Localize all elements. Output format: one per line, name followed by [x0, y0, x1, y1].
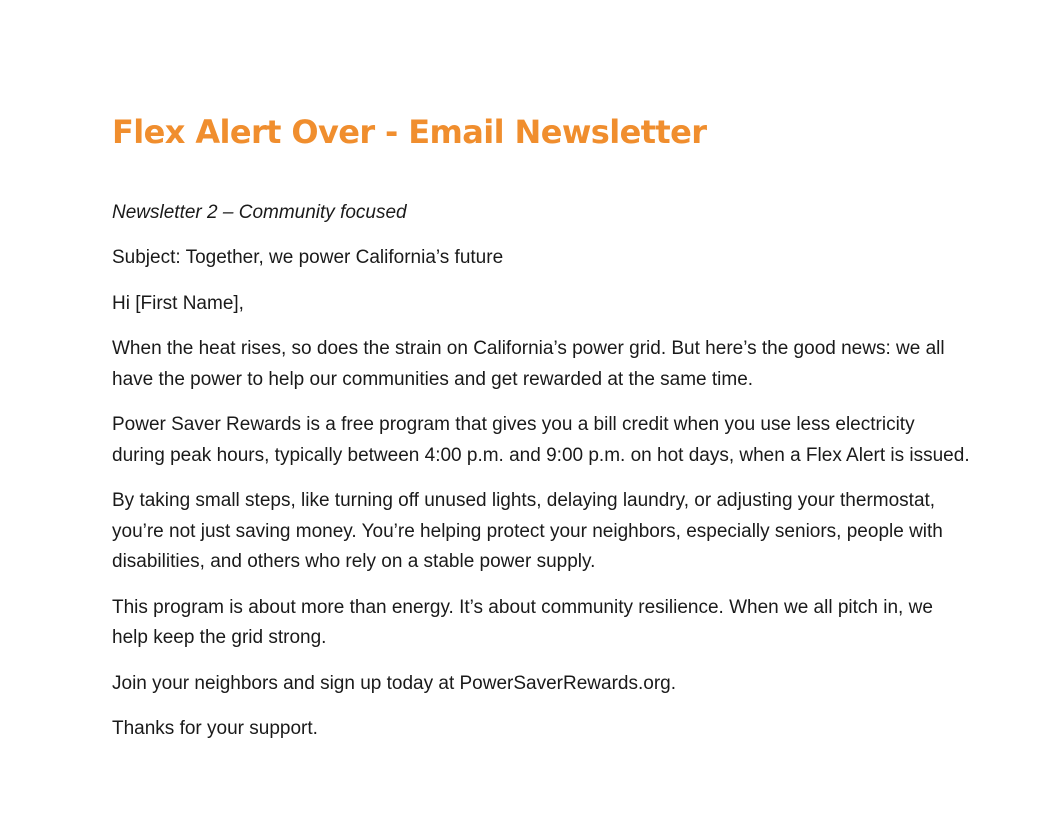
body-paragraph-community-resilience: This program is about more than energy. It’s about community resilience. When we all pitch in, we help keep the grid strong.: [112, 596, 933, 648]
email-subject-line: Subject: Together, we power California’s future: [112, 247, 504, 268]
body-paragraph-program-description: Power Saver Rewards is a free program that gives you a bill credit when you use less electricity during peak hours, typically between 4:00 p.m. and 9:00 p.m. on hot days, when a Flex Alert is issued.: [112, 414, 970, 466]
body-paragraph-sign-off: Thanks for your support.: [112, 718, 318, 739]
body-paragraph-call-to-action: Join your neighbors and sign up today at PowerSaverRewards.org.: [112, 672, 676, 694]
body-paragraph-heat-strain: When the heat rises, so does the strain on California’s power grid. But here’s the good news: we all have the power to help our communities and get rewarded at the same time.: [112, 338, 945, 390]
newsletter-label: Newsletter 2 – Community focused: [112, 202, 407, 223]
document-title: Flex Alert Over - Email Newsletter: [112, 113, 707, 151]
body-paragraph-small-steps: By taking small steps, like turning off unused lights, delaying laundry, or adjusting your thermostat, you’re not just saving money. You’re helping protect your neighbors, especially seniors, people with disabilities, and others who rely on a stable power supply.: [112, 490, 943, 572]
document-page: [112, 110, 972, 745]
email-greeting: Hi [First Name],: [112, 292, 244, 314]
